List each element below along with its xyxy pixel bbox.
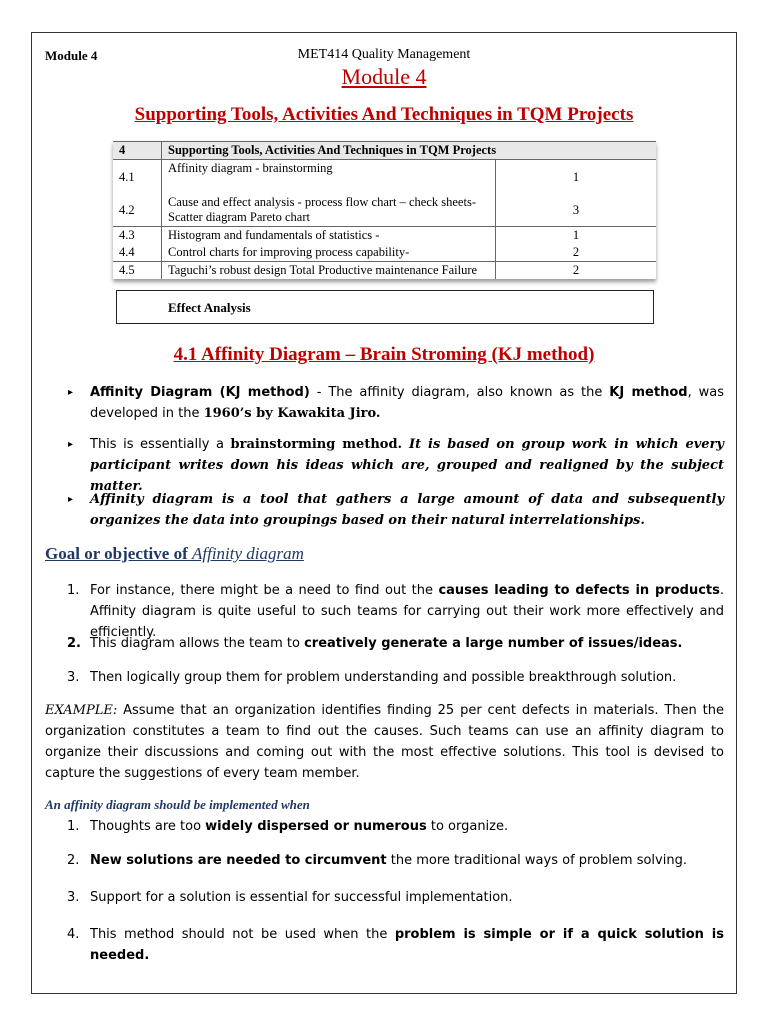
text: This is essentially a xyxy=(90,437,231,452)
item-number: 4. xyxy=(67,927,80,942)
toc-head-num: 4 xyxy=(113,142,162,160)
header-module: Module 4 xyxy=(45,48,98,63)
toc-num: 4.3 xyxy=(113,227,162,245)
item-number: 2. xyxy=(67,636,81,651)
table-row xyxy=(113,262,656,280)
list-item xyxy=(68,382,724,424)
toc-title: Histogram and fundamentals of statistics - xyxy=(162,227,496,245)
list-item xyxy=(67,816,724,837)
table-head-row xyxy=(113,142,656,160)
text: For instance, there might be a need to find out the xyxy=(90,583,439,598)
when-heading: An affinity diagram should be implemented when xyxy=(45,797,310,812)
text: - The affinity diagram, also known as the xyxy=(309,385,610,400)
bold-term: widely dispersed or numerous xyxy=(205,819,427,834)
table-row xyxy=(113,244,656,262)
list-item xyxy=(68,489,724,531)
bold-term: 1960’s by Kawakita Jiro. xyxy=(203,406,381,421)
text: Assume that an organization identifies finding 25 per cent defects in materials. Then the organization constitutes a team to find out the causes. Such teams can use an affinity diagram to organize their discussions and coming out with the most effective solutions. This tool is devised to capture the suggestions of every team member. xyxy=(45,703,724,781)
toc-page: 1 xyxy=(496,160,657,195)
text: the more traditional ways of problem solving. xyxy=(386,853,687,868)
text: This method should not be used when the xyxy=(90,927,395,942)
list-item xyxy=(68,434,724,497)
toc-head-title: Supporting Tools, Activities And Techniques in TQM Projects xyxy=(162,142,657,160)
item-number: 3. xyxy=(67,670,80,685)
item-number: 2. xyxy=(67,853,80,868)
bold-term: causes leading to defects in products xyxy=(438,583,720,598)
example-label: EXAMPLE: xyxy=(45,703,118,718)
example-paragraph xyxy=(45,700,724,784)
text: , was developed in the xyxy=(90,385,724,421)
text: to organize. xyxy=(426,819,509,834)
bold-term: Affinity Diagram (KJ method) xyxy=(90,385,310,400)
header-course: MET414 Quality Management xyxy=(297,47,471,62)
emphasis: Affinity diagram xyxy=(191,544,304,563)
bullet-arrow-icon: ▸ xyxy=(68,387,74,398)
text: Support for a solution is essential for successful implementation. xyxy=(90,890,513,905)
toc-num: 4.1 xyxy=(113,160,162,195)
toc-page: 2 xyxy=(496,244,657,262)
list-item xyxy=(67,924,724,966)
text: Goal or objective of xyxy=(45,544,192,563)
list-item xyxy=(67,887,724,908)
section-title: Supporting Tools, Activities And Techniques in TQM Projects xyxy=(134,104,634,125)
toc-title xyxy=(162,194,496,227)
bold-term: brainstorming method. xyxy=(230,437,403,452)
item-number: 3. xyxy=(67,890,80,905)
bold-term: KJ method xyxy=(609,385,688,400)
toc-title-line2: Scatter diagram Pareto chart xyxy=(168,210,310,224)
bold-term: creatively generate a large number of issues/ideas. xyxy=(304,636,683,651)
text: Then logically group them for problem understanding and possible breakthrough solution. xyxy=(90,670,677,685)
list-item xyxy=(67,850,724,871)
item-number: 1. xyxy=(67,583,80,598)
toc-num: 4.4 xyxy=(113,244,162,262)
module-title: Module 4 xyxy=(341,64,427,89)
bold-term: New solutions are needed to circumvent xyxy=(90,853,387,868)
toc-num: 4.2 xyxy=(113,194,162,227)
item-number: 1. xyxy=(67,819,80,834)
toc-title: Control charts for improving process capability- xyxy=(168,245,410,259)
table-row xyxy=(113,194,656,227)
toc-title: Taguchi’s robust design Total Productive maintenance Failure xyxy=(162,262,496,280)
list-item xyxy=(67,667,724,688)
toc-page: 3 xyxy=(496,194,657,227)
subsection-title: 4.1 Affinity Diagram – Brain Stroming (KJ method) xyxy=(173,344,595,365)
table-row xyxy=(113,160,656,195)
bullet-arrow-icon: ▸ xyxy=(68,494,74,505)
toc-title-line1: Cause and effect analysis - process flow chart – check sheets- xyxy=(168,195,476,209)
toc-continuation: Effect Analysis xyxy=(116,290,654,324)
toc-title: Affinity diagram - brainstorming xyxy=(168,161,333,175)
bold-term: problem is simple or if a quick solution is needed. xyxy=(90,927,724,963)
contents-table xyxy=(113,141,656,279)
text: Thoughts are too xyxy=(90,819,206,834)
toc-page: 2 xyxy=(496,262,657,280)
table-row xyxy=(113,227,656,245)
list-item xyxy=(67,633,724,654)
toc-page: 1 xyxy=(496,227,657,245)
emphasis: It is based on group work in which every participant writes down his ideas which are, grouped and realigned by the subject matter. xyxy=(90,437,724,494)
text: This diagram allows the team to xyxy=(90,636,305,651)
toc-num: 4.5 xyxy=(113,262,162,280)
text: . Affinity diagram is quite useful to such teams for carrying out their work more effectively and efficiently. xyxy=(90,583,725,640)
bullet-arrow-icon: ▸ xyxy=(68,439,74,450)
goal-heading xyxy=(45,544,304,564)
emphasis: Affinity diagram is a tool that gathers a large amount of data and subsequently organizes the data into groupings based on their natural interrelationships. xyxy=(90,492,724,528)
